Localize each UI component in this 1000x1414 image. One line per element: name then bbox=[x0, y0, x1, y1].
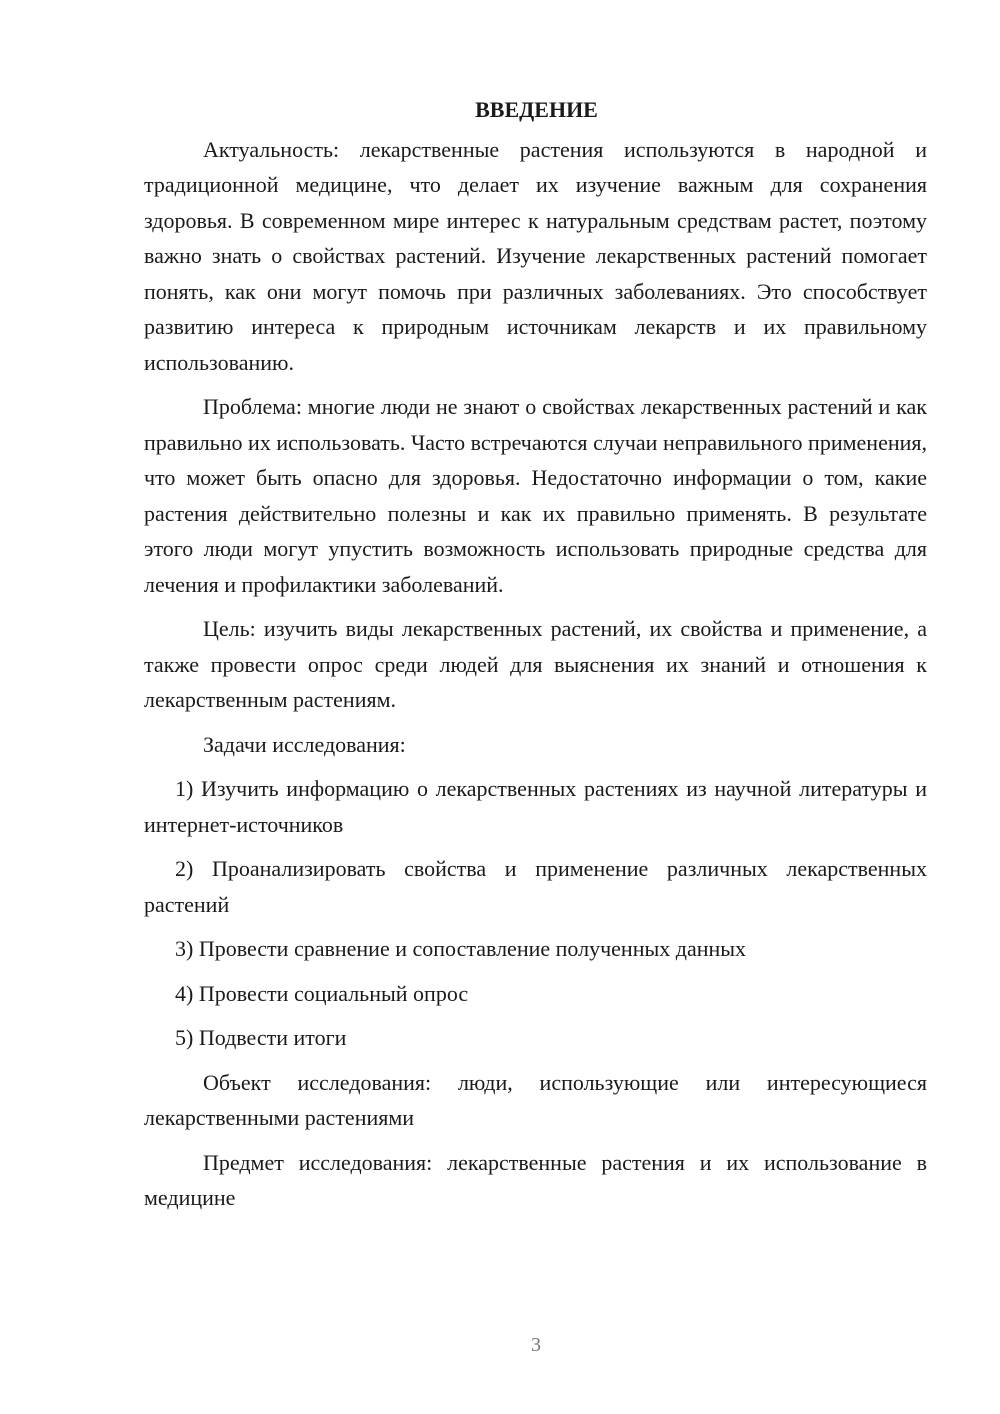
problem-paragraph: Проблема: многие люди не знают о свойствах лекарственных растений и как правильно их использовать. Часто встречаются случаи неправильного применения, что может быть опасно для здоровья. Недостаточно информации о том, какие растения действительно полезны и как их правильно применять. В результате этого люди могут упустить возможность использовать природные средства для лечения и профилактики заболеваний. bbox=[144, 394, 927, 597]
task-item: 4) Провести социальный опрос bbox=[175, 980, 469, 1006]
tasks-heading: Задачи исследования: bbox=[203, 731, 406, 757]
object-paragraph: Объект исследования: люди, использующие или интересующиеся лекарственными растениями bbox=[144, 1069, 927, 1130]
task-item: 1) Изучить информацию о лекарственных растениях из научной литературы и интернет-источников bbox=[144, 776, 927, 837]
task-item: 2) Проанализировать свойства и применение различных лекарственных растений bbox=[144, 856, 927, 917]
subject-paragraph: Предмет исследования: лекарственные растения и их использование в медицине bbox=[144, 1149, 927, 1210]
page-number: 3 bbox=[531, 1334, 541, 1356]
page-content bbox=[144, 92, 927, 1225]
section-title: ВВЕДЕНИЕ bbox=[475, 97, 598, 122]
goal-paragraph: Цель: изучить виды лекарственных растений, их свойства и применение, а также провести опрос среди людей для выяснения их знаний и отношения к лекарственным растениям. bbox=[144, 616, 927, 712]
task-item: 5) Подвести итоги bbox=[175, 1025, 347, 1050]
tasks-list bbox=[144, 771, 927, 1056]
relevance-paragraph: Актуальность: лекарственные растения используются в народной и традиционной медицине, что делает их изучение важным для сохранения здоровья. В современном мире интерес к натуральным средствам растет, поэтому важно знать о свойствах растений. Изучение лекарственных растений помогает понять, как они могут помочь при различных заболеваниях. Это способствует развитию интереса к природным источникам лекарств и их правильному использованию. bbox=[144, 136, 927, 375]
task-item: 3) Провести сравнение и сопоставление полученных данных bbox=[175, 936, 747, 961]
